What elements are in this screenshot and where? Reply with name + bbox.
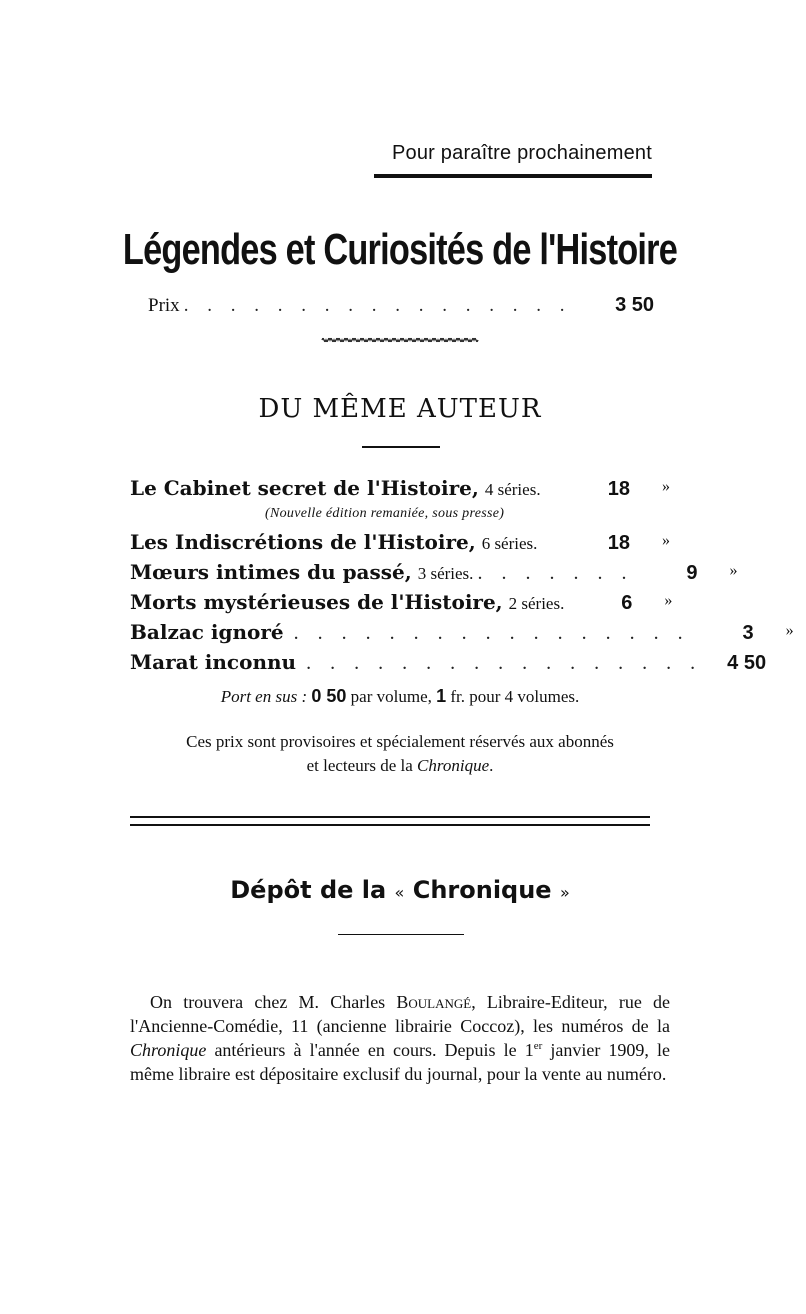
book-leader-dots: . . . . . . . . . . . . . . . . . (293, 622, 690, 644)
book-price-ditto: » (662, 478, 670, 495)
book-title: Balzac ignoré (130, 620, 284, 644)
book-title: Le Cabinet secret de l'Histoire, (130, 476, 479, 500)
depot-open-quote: « (394, 883, 405, 902)
prices-note (0, 730, 800, 778)
depot-close-quote: » (559, 883, 570, 902)
book-title: Marat inconnu (130, 650, 297, 674)
book-title: Morts mystérieuses de l'Histoire, (130, 590, 503, 614)
book-leader-dots: . . . . . . . . . . . . . . . . . (306, 652, 703, 674)
journal-name: Chronique (130, 1040, 207, 1060)
book-price-ditto: » (664, 592, 673, 609)
book-price-ditto: » (662, 532, 670, 549)
double-rule-divider (130, 816, 650, 826)
prices-note-suffix: . (489, 756, 494, 775)
paragraph-text: antérieurs à l'année en cours. Depuis le (214, 1040, 517, 1060)
book-title: Les Indiscrétions de l'Histoire, (130, 530, 476, 554)
date-day-ordinal: er (533, 1040, 543, 1052)
book-price: 3 (742, 622, 754, 644)
book-row (130, 530, 670, 560)
paragraph-text: , Libraire-Editeur, rue de l'Ancienne-Comédie, 11 (ancienne librairie Coccoz), les numéros de la (130, 992, 670, 1036)
shipping-text-volume: par volume, (350, 687, 432, 706)
book-price-ditto (766, 652, 806, 675)
book-row (130, 650, 767, 680)
depot-rule (338, 934, 464, 935)
shipping-line (0, 686, 800, 707)
shipping-price-volume: 0 50 (311, 686, 347, 706)
price-amount: 3 50 (615, 294, 654, 316)
depot-title-name: Chronique (412, 876, 552, 904)
book-price: 4 50 (727, 652, 767, 674)
price-label: Prix (148, 295, 180, 316)
shipping-price-four: 1 (436, 686, 447, 706)
book-price: 18 (607, 532, 630, 554)
price-leader-dots: . . . . . . . . . . . . . . . . . (183, 295, 572, 316)
book-price: 18 (607, 478, 630, 500)
book-price-ditto: » (785, 622, 794, 639)
book-series: 4 séries. (484, 480, 541, 499)
book-row (130, 590, 673, 620)
depot-paragraph (130, 990, 670, 1086)
section-rule (362, 446, 440, 448)
wavy-divider (322, 335, 478, 345)
paragraph-text: janvier 1909, le même libraire est dépositaire exclusif du journal, pour la vente au numéro. (130, 1040, 670, 1084)
book-price-ditto: » (729, 562, 738, 579)
price-row (148, 294, 654, 317)
announcement-rule (374, 174, 652, 178)
book-series: 6 séries. (481, 534, 538, 553)
paragraph-text: On trouvera chez M. Charles (150, 992, 386, 1012)
depot-title-prefix: Dépôt de la (230, 876, 387, 904)
section-title: DU MÊME AUTEUR (258, 394, 542, 424)
prices-note-prefix: et lecteurs de la (306, 756, 413, 775)
book-list (130, 476, 794, 680)
book-series: 2 séries. (508, 594, 565, 613)
announcement: Pour paraître prochainement (392, 142, 652, 164)
book-series: 3 séries. (417, 564, 474, 583)
main-title: Légendes et Curiosités de l'Histoire (122, 225, 678, 274)
book-row (130, 560, 738, 590)
date-day: 1 (524, 1040, 534, 1060)
prices-note-line1: Ces prix sont provisoires et spécialement réservés aux abonnés (186, 732, 614, 751)
book-price: 6 (621, 592, 633, 614)
shipping-text-four: fr. pour 4 volumes. (450, 687, 580, 706)
shipping-label: Port en sus : (220, 687, 308, 706)
book-price: 9 (686, 562, 698, 584)
prices-note-journal: Chronique (417, 756, 490, 775)
bookseller-name: Boulangé (396, 992, 472, 1012)
depot-title (0, 876, 800, 904)
book-leader-dots: . . . . . . . (477, 562, 634, 584)
book-title: Mœurs intimes du passé, (130, 560, 412, 584)
prices-note-line2 (0, 754, 800, 778)
book-note: (Nouvelle édition remaniée, sous presse) (265, 506, 505, 521)
book-row (130, 620, 794, 650)
book-row (130, 476, 670, 506)
